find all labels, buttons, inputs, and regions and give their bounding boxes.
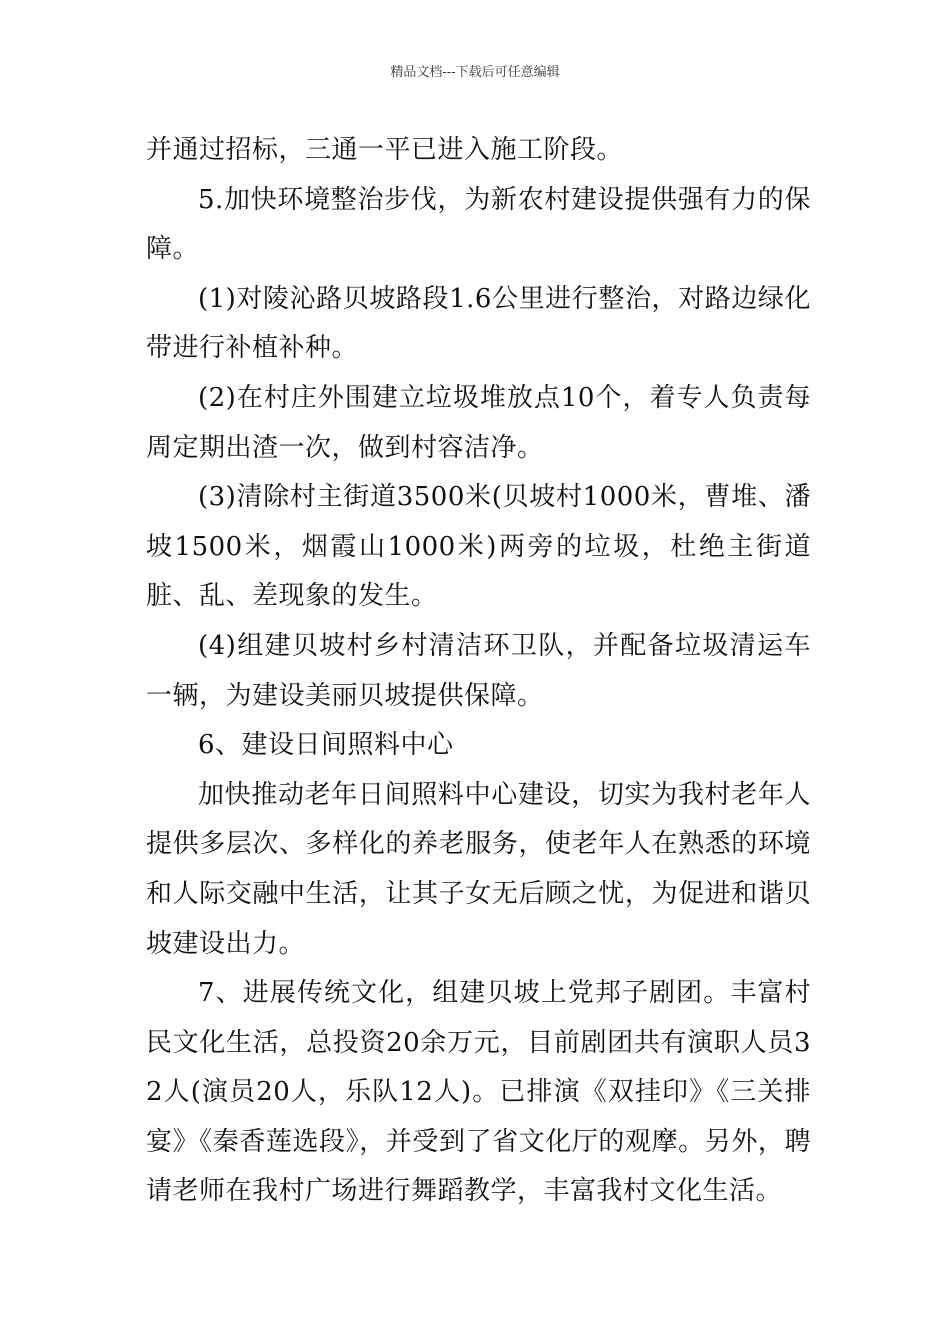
document-body [146, 126, 811, 1217]
paragraph-item-7: 7、进展传统文化，组建贝坡上党邦子剧团。丰富村民文化生活，总投资20余万元，目前剧团共有演职人员32人(演员20人，乐队12人)。已排演《双挂印》《三关排宴》《秦香莲选段》，并受到了省文化厅的观摩。另外，聘请老师在我村广场进行舞蹈教学，丰富我村文化生活。 [146, 978, 811, 1207]
section-heading-6: 6、建设日间照料中心 [198, 730, 454, 761]
paragraph-subitem-3: (3)清除村主街道3500米(贝坡村1000米，曹堆、潘坡1500米，烟霞山1000米)两旁的垃圾，杜绝主街道脏、乱、差现象的发生。 [146, 482, 811, 612]
paragraph-item-5: 5.加快环境整治步伐，为新农村建设提供强有力的保障。 [146, 184, 811, 265]
paragraph-subitem-2: (2)在村庄外围建立垃圾堆放点10个，着专人负责每周定期出渣一次，做到村容洁净。 [146, 382, 811, 463]
paragraph-continuation: 并通过招标，三通一平已进入施工阶段。 [146, 135, 624, 165]
paragraph-subitem-4: (4)组建贝坡村乡村清洁环卫队，并配备垃圾清运车一辆，为建设美丽贝坡提供保障。 [146, 630, 811, 711]
paragraph-subitem-1: (1)对陵沁路贝坡路段1.6公里进行整治，对路边绿化带进行补植补种。 [146, 283, 811, 364]
paragraph-day-care-center: 加快推动老年日间照料中心建设，切实为我村老年人提供多层次、多样化的养老服务，使老年人在熟悉的环境和人际交融中生活，让其子女无后顾之忧，为促进和谐贝坡建设出力。 [146, 779, 811, 959]
page-header: 精品文档---下载后可任意编辑 [390, 65, 560, 80]
